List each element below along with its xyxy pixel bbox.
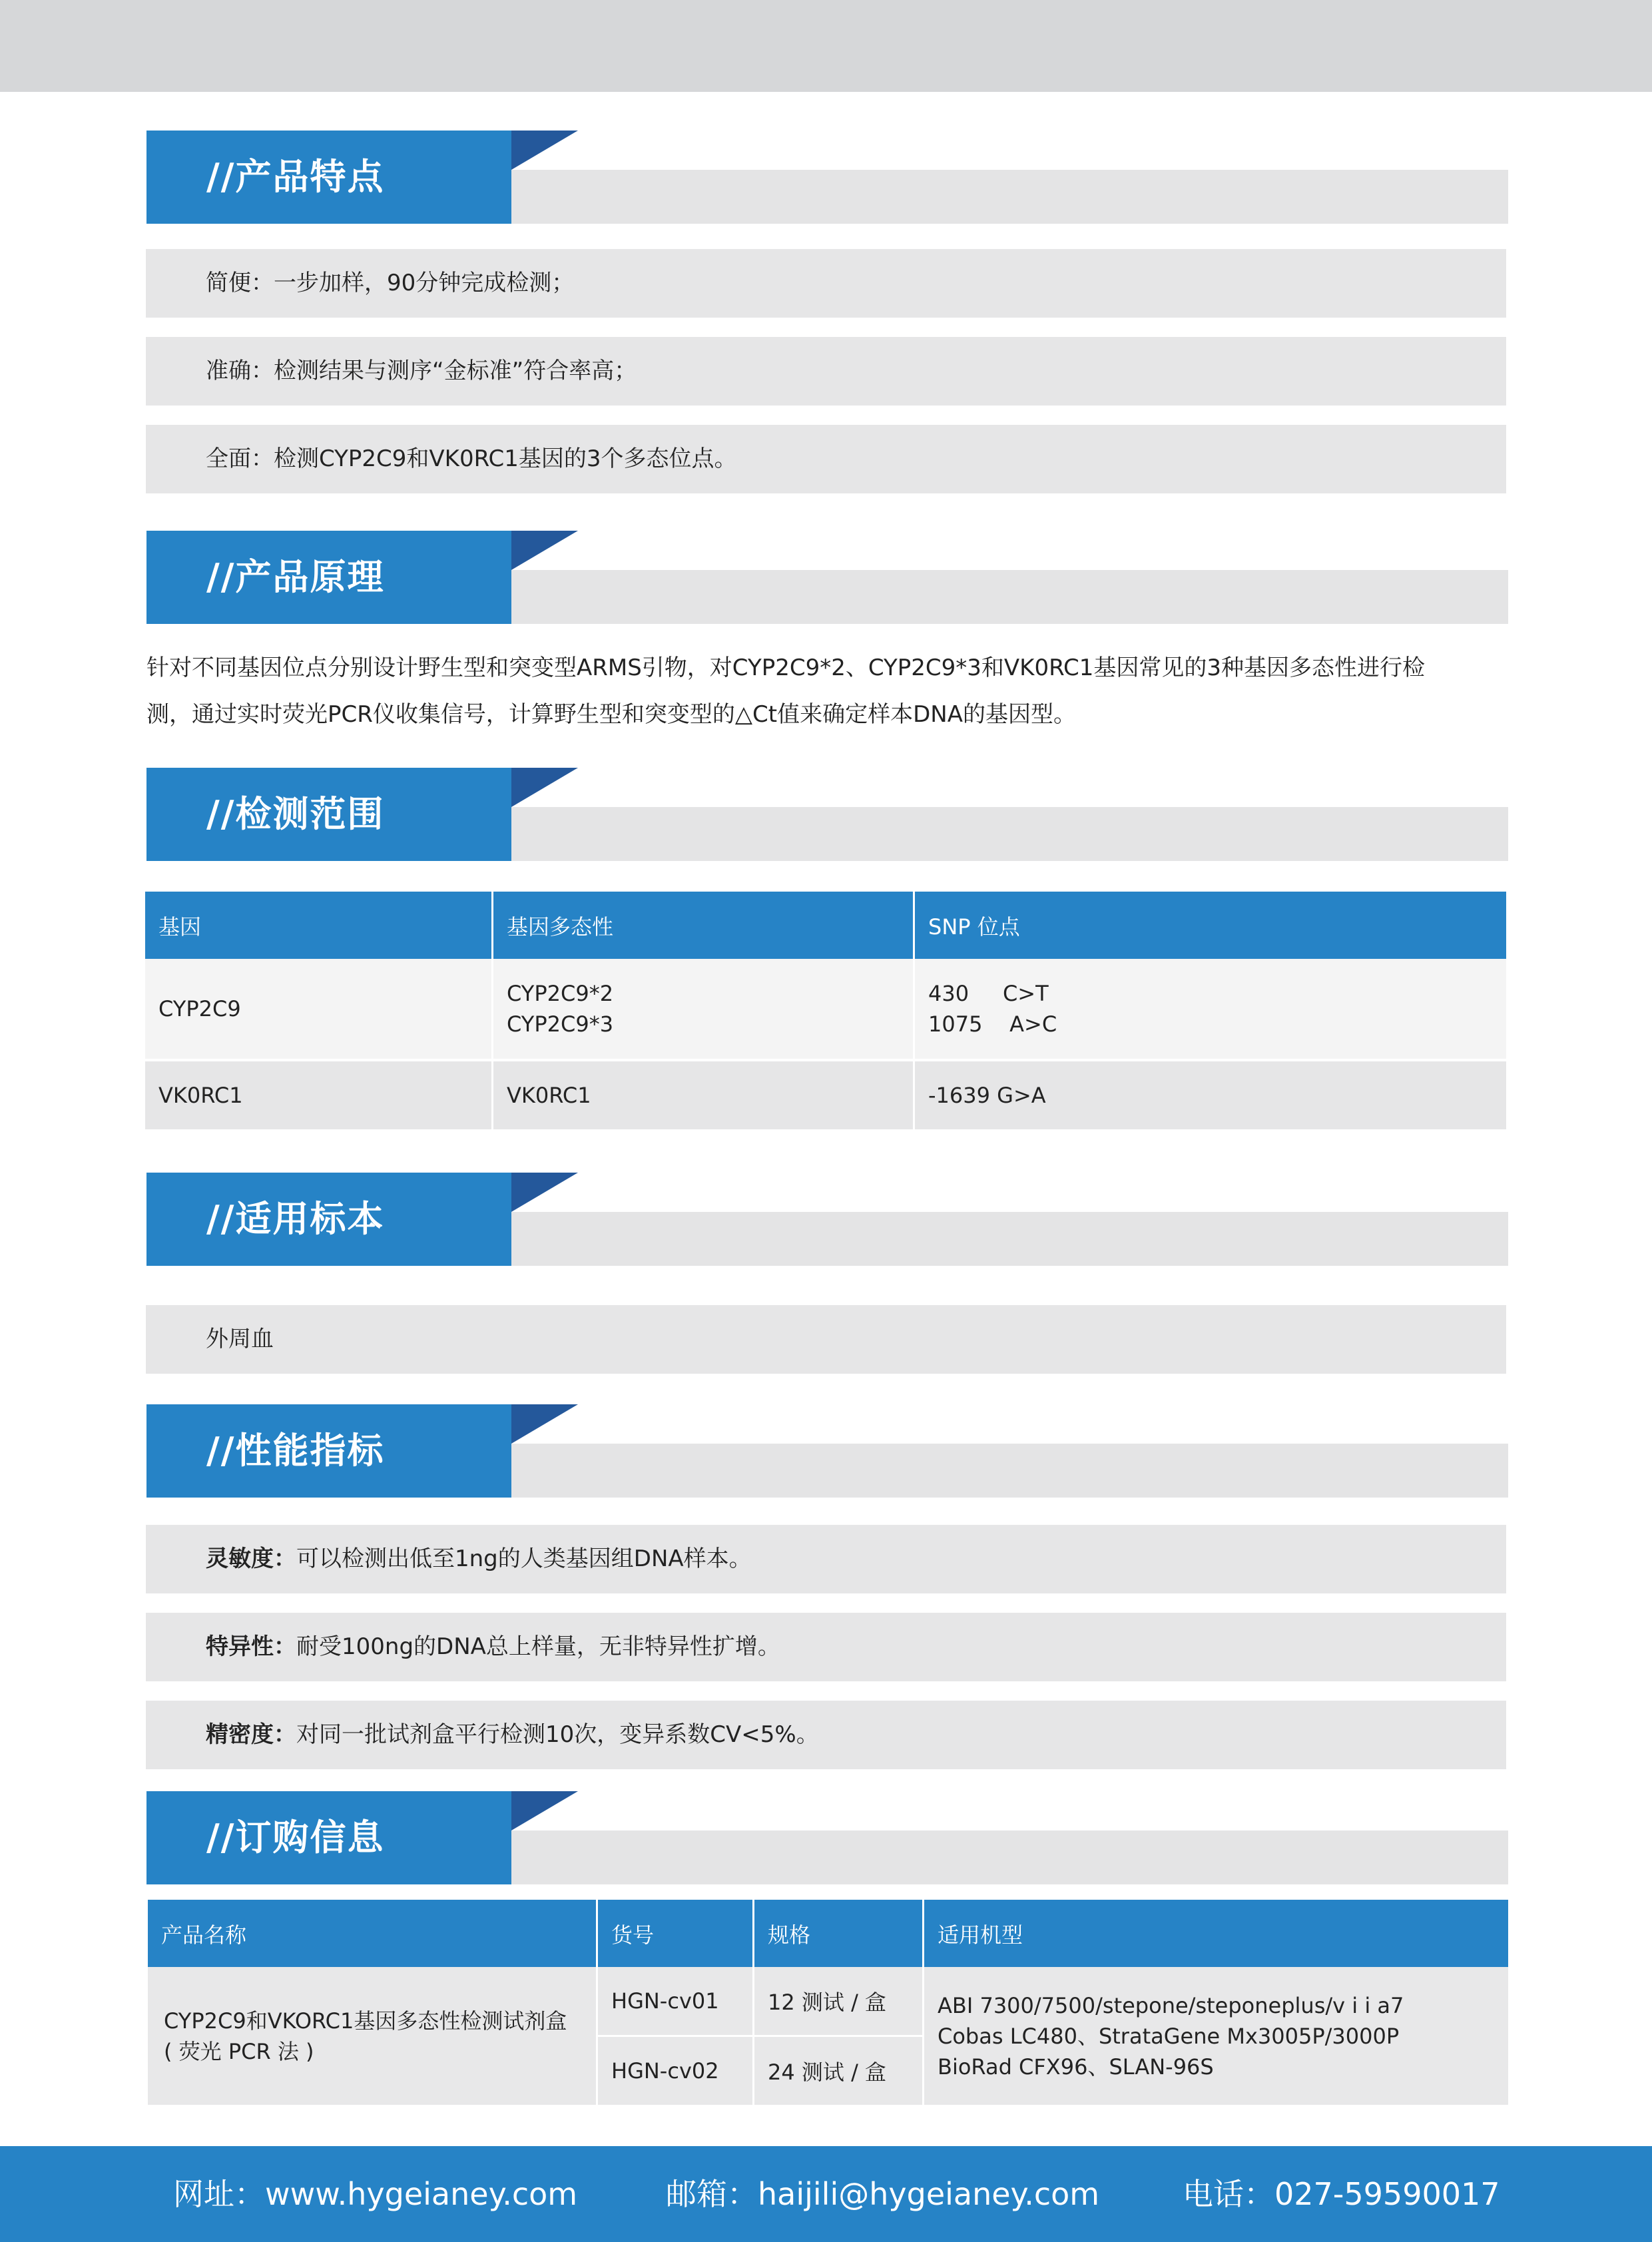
table-row: CYP2C9 CYP2C9*2 CYP2C9*3 430 C>T 1075 A>C xyxy=(145,959,1506,1059)
footer-email[interactable]: 邮箱：haijili@hygeianey.com xyxy=(666,2176,1100,2212)
feature-item: 全面：检测CYP2C9和VK0RC1基因的3个多态位点。 xyxy=(146,425,1506,493)
section-title: //检测范围 xyxy=(206,793,385,835)
table-header: SNP 位点 xyxy=(915,892,1506,959)
section-header-sample xyxy=(146,1173,1508,1266)
section-title: //产品原理 xyxy=(206,556,385,598)
footer-bar xyxy=(0,2146,1652,2242)
table-row: CYP2C9和VKORC1基因多态性检测试剂盒 ( 荧光 PCR 法 ) HGN-cv01 12 测试 / 盒 ABI 7300/7500/stepone/steponeplus/v i i a7 Cobas LC480、StrataGene Mx3005P/3000P BioRad CFX96、SLAN-96S xyxy=(148,1967,1508,2035)
table-row: VK0RC1 VK0RC1 -1639 G>A xyxy=(145,1059,1506,1129)
table-header: 基因多态性 xyxy=(493,892,913,959)
feature-item: 准确：检测结果与测序“金标准”符合率高； xyxy=(146,337,1506,406)
table-header: 产品名称 xyxy=(148,1900,596,1967)
footer-website[interactable]: 网址：www.hygeianey.com xyxy=(173,2176,578,2212)
table-header: 适用机型 xyxy=(924,1900,1508,1967)
section-title: //产品特点 xyxy=(206,156,385,198)
scope-table xyxy=(143,892,1508,1129)
section-header-features xyxy=(146,131,1508,224)
ordering-table xyxy=(146,1900,1510,2105)
footer-phone: 电话：027-59590017 xyxy=(1183,2176,1500,2212)
performance-item: 灵敏度：可以检测出低至1ng的人类基因组DNA样本。 xyxy=(146,1525,1506,1593)
section-title: //性能指标 xyxy=(206,1430,385,1472)
table-header: 货号 xyxy=(598,1900,752,1967)
top-band xyxy=(0,0,1652,92)
table-header: 基因 xyxy=(145,892,491,959)
table-row: HGN-cv02 24 测试 / 盒 xyxy=(148,2035,1508,2105)
section-header-scope xyxy=(146,768,1508,861)
section-header-ordering xyxy=(146,1791,1508,1884)
performance-item: 精密度：对同一批试剂盒平行检测10次，变异系数CV<5%。 xyxy=(146,1701,1506,1769)
section-title: //适用标本 xyxy=(206,1198,385,1240)
table-header: 规格 xyxy=(754,1900,922,1967)
section-header-performance xyxy=(146,1404,1508,1498)
performance-item: 特异性：耐受100ng的DNA总上样量，无非特异性扩增。 xyxy=(146,1613,1506,1681)
feature-item: 简便：一步加样，90分钟完成检测； xyxy=(146,249,1506,318)
sample-box: 外周血 xyxy=(146,1305,1506,1374)
section-header-principle xyxy=(146,531,1508,624)
principle-paragraph: 针对不同基因位点分别设计野生型和突变型ARMS引物，对CYP2C9*2、CYP2C9*3和VK0RC1基因常见的3种基因多态性进行检 测，通过实时荧光PCR仪收集信号，计算野生型和突变型的△Ct值来确定样本DNA的基因型。 xyxy=(146,655,1426,728)
section-title: //订购信息 xyxy=(206,1817,385,1858)
